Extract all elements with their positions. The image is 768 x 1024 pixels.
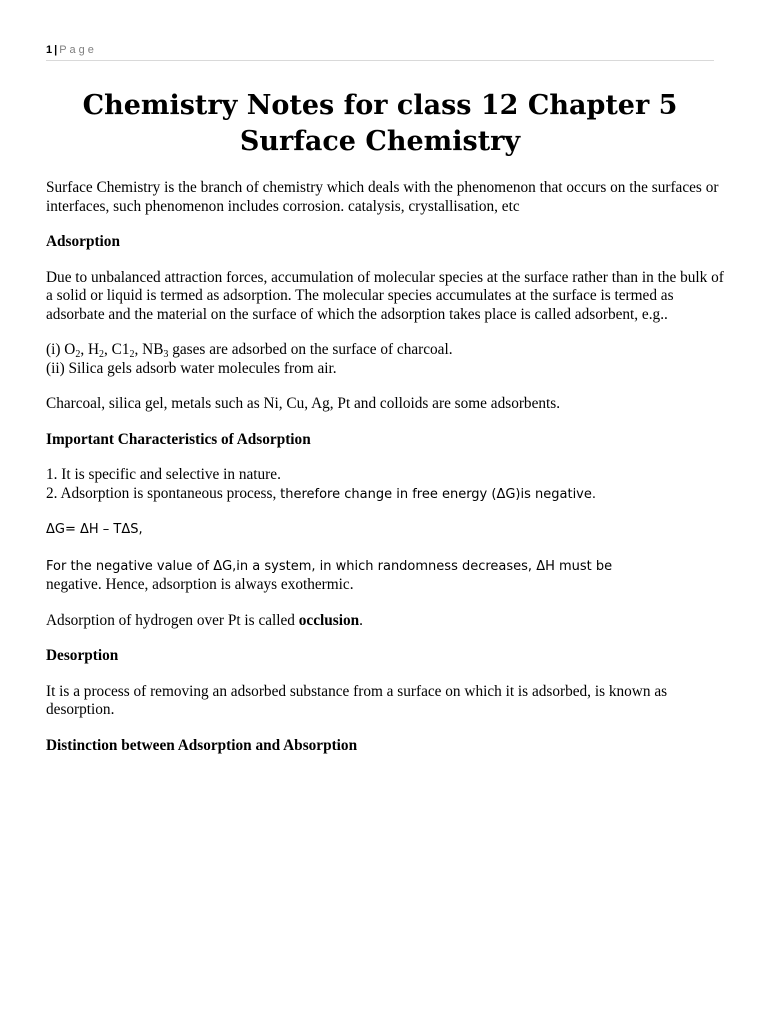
occlusion-term: occlusion xyxy=(298,611,360,629)
subscript: 3 xyxy=(163,349,169,360)
example-1-text: , H xyxy=(80,341,100,358)
example-1-text: , C1 xyxy=(104,341,130,358)
page-label: Page xyxy=(59,44,97,56)
subscript: 2 xyxy=(75,349,81,360)
example-1-text: gases are adsorbed on the surface of charcoal. xyxy=(168,341,453,358)
exothermic-paragraph xyxy=(46,557,726,595)
exothermic-line-2: negative. Hence, adsorption is always exothermic. xyxy=(46,576,354,593)
title-line-1: Chemistry Notes for class 12 Chapter 5 xyxy=(82,90,678,121)
subscript: 2 xyxy=(129,349,135,360)
gibbs-equation: ΔG= ΔH – TΔS, xyxy=(46,522,143,537)
exothermic-line-1: For the negative value of ΔG,in a system, in which randomness decreases, ΔH must be xyxy=(46,558,613,574)
desorption-heading: Desorption xyxy=(46,647,119,664)
desorption-text: It is a process of removing an adsorbed substance from a surface on which it is adsorbed, is known as desorption. xyxy=(46,682,668,718)
characteristic-2 xyxy=(46,485,596,502)
occlusion-text: . xyxy=(359,611,363,629)
adsorption-definition: Due to unbalanced attraction forces, accumulation of molecular species at the surface rather than in the bulk of a solid or liquid is termed as adsorption. The molecular species accumulates at the surface is termed as adsorbate and the material on the surface of which the adsorption takes place is called adsorbent, e.g.. xyxy=(46,268,724,323)
adsorption-heading: Adsorption xyxy=(46,233,120,250)
document-body xyxy=(46,179,726,772)
page-header xyxy=(46,43,714,61)
occlusion-text: Adsorption of hydrogen over Pt is called xyxy=(46,611,299,629)
characteristics-heading: Important Characteristics of Adsorption xyxy=(46,430,311,448)
occlusion-paragraph xyxy=(46,612,726,631)
characteristic-1: 1. It is specific and selective in nature. xyxy=(46,466,281,483)
document-title xyxy=(46,88,714,160)
example-1-text: (i) O xyxy=(46,341,76,358)
page-separator: | xyxy=(54,44,58,56)
title-line-2: Surface Chemistry xyxy=(239,126,521,157)
intro-paragraph: Surface Chemistry is the branch of chemistry which deals with the phenomenon that occurs on the surfaces or interfaces, such phenomenon includes corrosion. catalysis, crystallisation, etc xyxy=(46,179,719,215)
example-1 xyxy=(46,341,453,358)
characteristics-list xyxy=(46,466,726,504)
example-2: (ii) Silica gels adsorb water molecules from air. xyxy=(46,359,337,377)
characteristic-2-text: 2. Adsorption is spontaneous process, xyxy=(46,484,281,502)
adsorbents-paragraph: Charcoal, silica gel, metals such as Ni, Cu, Ag, Pt and colloids are some adsorbents. xyxy=(46,395,561,412)
distinction-heading: Distinction between Adsorption and Absorption xyxy=(46,736,358,754)
page-number: 1 xyxy=(46,44,53,56)
adsorption-examples xyxy=(46,341,726,378)
subscript: 2 xyxy=(99,349,105,360)
characteristic-2-text: therefore change in free energy (ΔG)is negative. xyxy=(280,486,597,502)
example-1-text: , NB xyxy=(134,341,164,358)
